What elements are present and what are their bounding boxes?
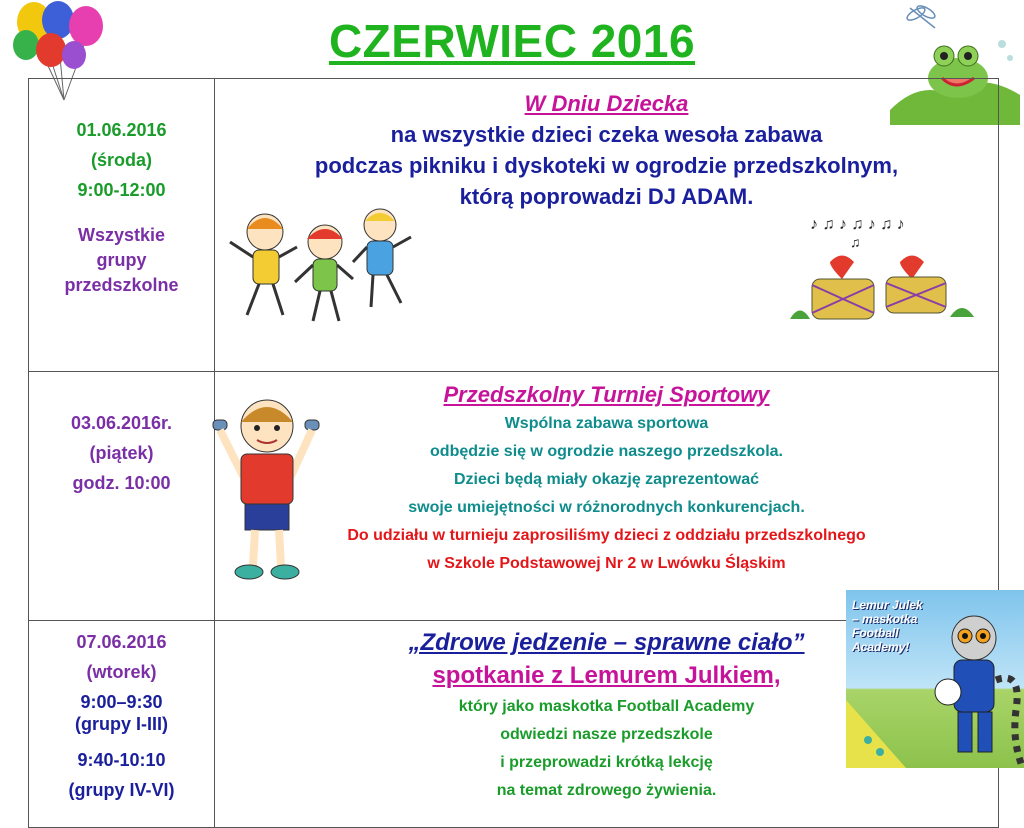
event-date: 07.06.2016 — [76, 632, 167, 652]
event-line: Dzieci będą miały okazję zaprezentować — [453, 471, 759, 488]
event-line: na wszystkie dzieci czeka wesoła zabawa — [390, 122, 823, 147]
event-line: odwiedzi nasze przedszkole — [500, 726, 713, 743]
event-heading: W Dniu Dziecka — [524, 91, 689, 116]
svg-text:♫: ♫ — [850, 234, 861, 250]
dancing-children-illustration — [225, 207, 425, 327]
event-groups — [29, 223, 214, 298]
event-heading: Przedszkolny Turniej Sportowy — [443, 382, 770, 407]
event-line: którą poprowadzi DJ ADAM. — [459, 184, 754, 209]
poster-line: – maskotka — [852, 612, 918, 626]
event-day: (piątek) — [89, 443, 154, 463]
event-line-red: w Szkole Podstawowej Nr 2 w Lwówku Śląskim — [427, 555, 786, 572]
event-line: swoje umiejętności w różnorodnych konkurencjach. — [408, 499, 805, 516]
event-line: i przeprowadzi krótką lekcję — [500, 754, 713, 771]
boy-dumbbells-illustration — [205, 386, 335, 582]
date-cell — [29, 79, 215, 372]
event-date: 01.06.2016 — [76, 120, 167, 140]
event-line: który jako maskotka Football Academy — [458, 698, 755, 715]
event-heading: „Zdrowe jedzenie – sprawne ciało” — [408, 629, 805, 656]
groups-line: grupy — [96, 250, 147, 270]
event-time: 9:00–9:30 — [80, 692, 163, 712]
svg-text:♪ ♫ ♪ ♫ ♪ ♫ ♪: ♪ ♫ ♪ ♫ ♪ ♫ ♪ — [810, 216, 905, 233]
poster-line: Football — [852, 626, 899, 640]
event-time: 9:40-10:10 — [77, 750, 166, 770]
description-cell — [215, 372, 999, 621]
groups-line: przedszkolne — [64, 275, 179, 295]
event-day: (wtorek) — [86, 662, 157, 682]
poster-line: Lemur Julek — [852, 598, 923, 612]
event-time: godz. 10:00 — [72, 473, 171, 493]
lemur-mascot-icon — [846, 590, 1024, 768]
event-day: (środa) — [90, 150, 152, 170]
table-row — [29, 79, 999, 372]
event-line-red: Do udziału w turnieju zaprosiliśmy dzieci z oddziału przedszkolnego — [347, 527, 866, 544]
event-groups: (grupy I-III) — [75, 714, 168, 734]
lemur-poster — [846, 590, 1024, 768]
event-subheading: spotkanie z Lemurem Julkiem, — [432, 662, 781, 689]
event-line: na temat zdrowego żywienia. — [496, 782, 717, 799]
drums-notes-illustration — [790, 207, 980, 332]
date-cell — [29, 372, 215, 621]
event-groups: (grupy IV-VI) — [68, 780, 175, 800]
date-cell — [29, 621, 215, 828]
description-cell — [215, 79, 999, 372]
groups-line: Wszystkie — [77, 225, 166, 245]
poster-line: Academy! — [852, 640, 910, 654]
event-line: podczas pikniku i dyskoteki w ogrodzie przedszkolnym, — [314, 153, 899, 178]
table-row — [29, 372, 999, 621]
event-line: odbędzie się w ogrodzie naszego przedszkola. — [430, 443, 783, 460]
event-time: 9:00-12:00 — [77, 180, 166, 200]
event-line: Wspólna zabawa sportowa — [504, 415, 709, 432]
event-date: 03.06.2016r. — [70, 413, 173, 433]
page-title: CZERWIEC 2016 — [328, 15, 696, 67]
